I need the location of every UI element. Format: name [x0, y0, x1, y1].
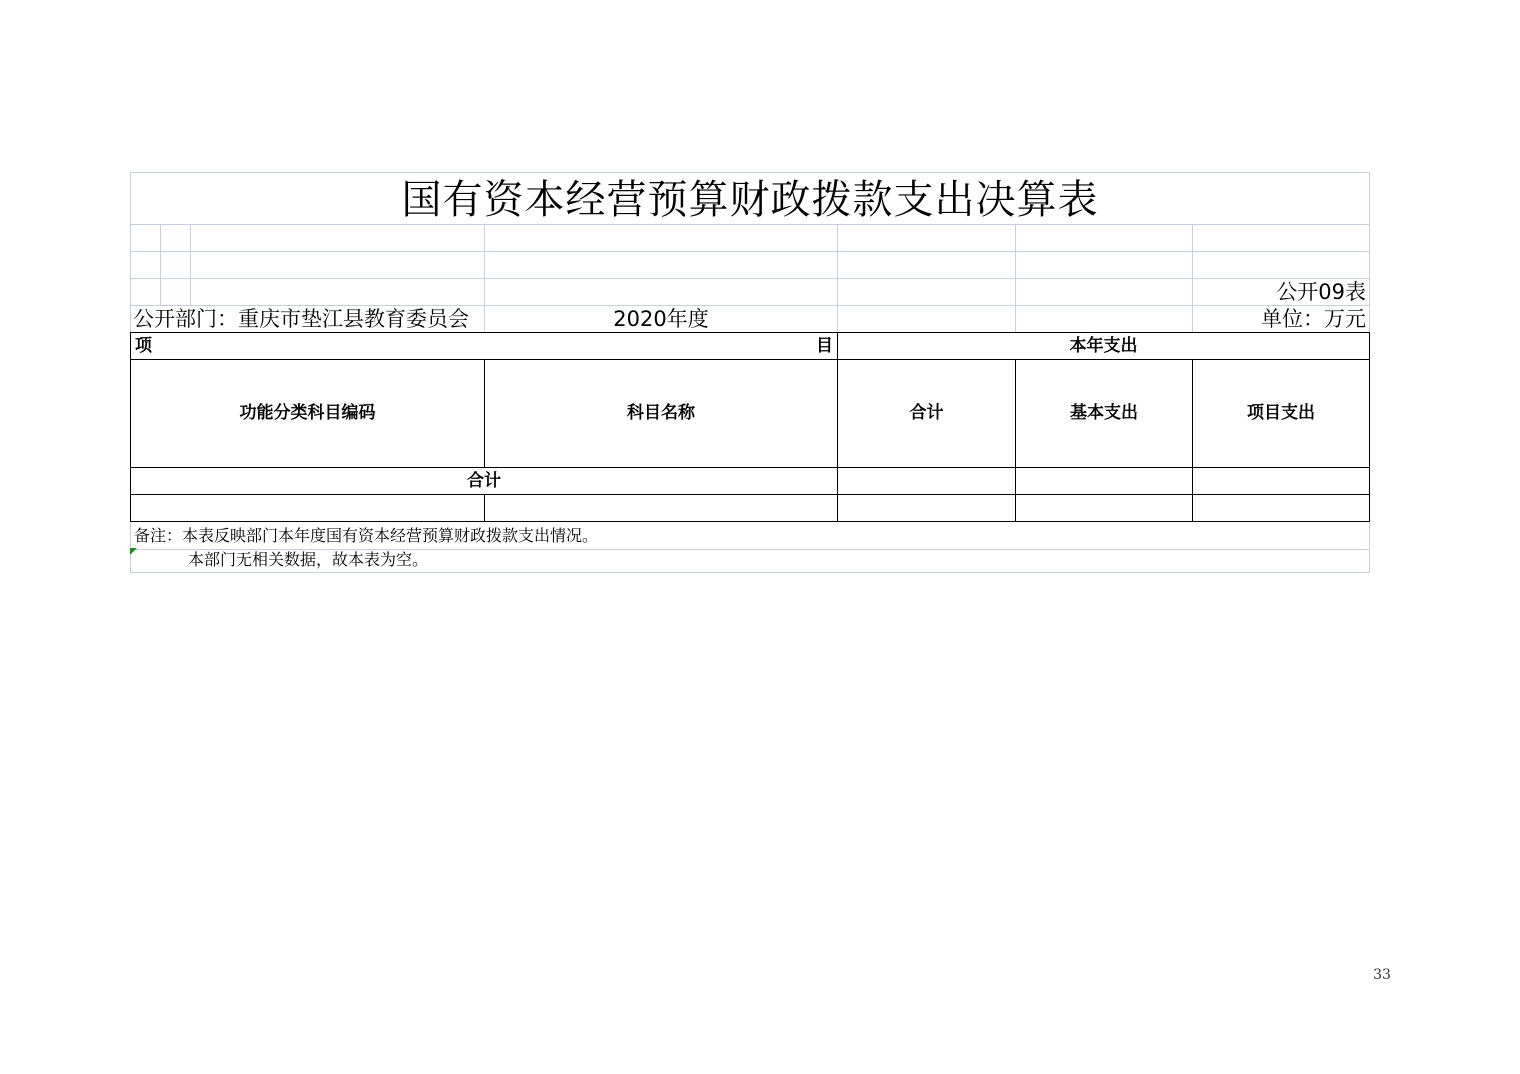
table-border — [130, 494, 1370, 495]
report-sheet — [130, 172, 1370, 573]
grid-line — [130, 224, 1370, 225]
column-header-project: 项目支出 — [1247, 403, 1315, 423]
column-header-code: 功能分类科目编码 — [239, 403, 376, 423]
form-code: 公开09表 — [1276, 280, 1366, 304]
grid-line — [130, 572, 1370, 573]
fiscal-year: 2020年度 — [613, 307, 709, 331]
unit-label: 单位：万元 — [1261, 307, 1366, 331]
table-border — [130, 332, 131, 522]
header-item-right: 目 — [816, 336, 833, 356]
grid-line — [1015, 224, 1016, 332]
note-line: 本部门无相关数据，故本表为空。 — [188, 550, 429, 569]
column-header-total: 合计 — [909, 403, 944, 423]
header-item-left: 项 — [135, 336, 152, 356]
grid-line — [484, 224, 485, 332]
grid-line — [190, 224, 191, 305]
page-number: 33 — [1373, 967, 1391, 983]
department-label: 公开部门：重庆市垫江县教育委员会 — [133, 307, 469, 331]
column-header-name: 科目名称 — [627, 403, 695, 423]
table-border — [1192, 359, 1193, 522]
table-border — [130, 332, 1370, 333]
grid-line — [160, 224, 161, 305]
cell-comment-marker — [130, 548, 137, 555]
table-border — [484, 494, 485, 522]
column-header-basic: 基本支出 — [1070, 403, 1138, 423]
table-border — [1369, 332, 1370, 522]
grid-line — [1192, 224, 1193, 332]
grid-line — [130, 278, 1370, 279]
table-border — [130, 467, 1370, 468]
table-border — [130, 359, 1370, 360]
total-row-label: 合计 — [467, 471, 501, 491]
header-current-year-expense: 本年支出 — [1069, 336, 1138, 356]
grid-line — [130, 251, 1370, 252]
note-line: 备注：本表反映部门本年度国有资本经营预算财政拨款支出情况。 — [134, 526, 599, 545]
table-border — [837, 332, 838, 522]
table-border — [130, 521, 1370, 522]
grid-line — [837, 224, 838, 332]
table-border — [1015, 359, 1016, 522]
grid-line — [1369, 522, 1370, 573]
page-title: 国有资本经营预算财政拨款支出决算表 — [401, 177, 1099, 223]
grid-line — [130, 172, 1370, 173]
